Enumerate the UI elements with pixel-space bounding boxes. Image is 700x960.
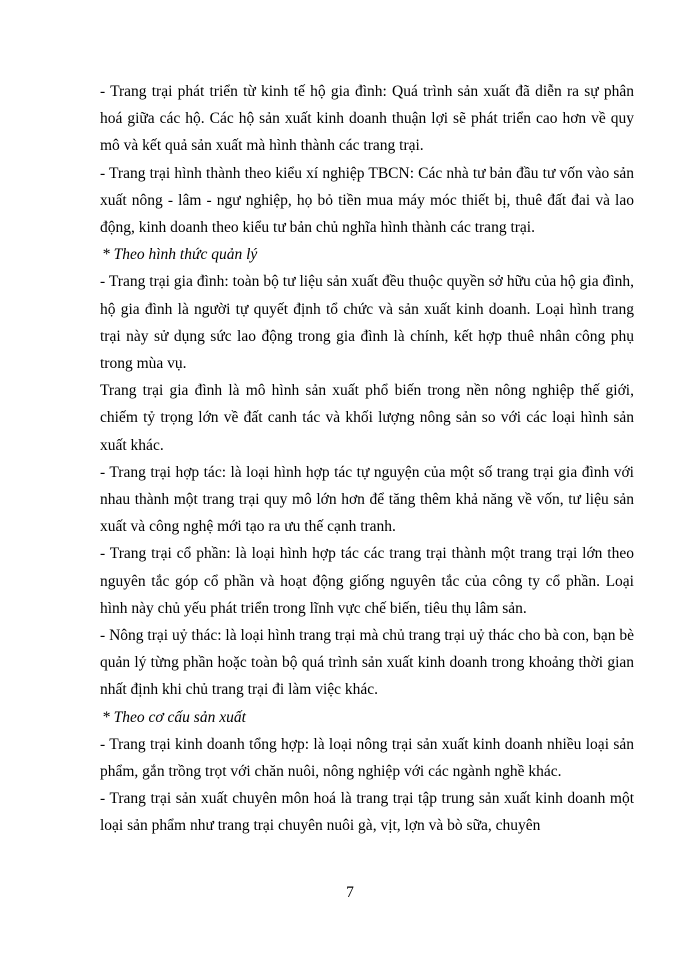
document-body <box>100 78 634 840</box>
paragraph-joint-stock-farm: - Trang trại cổ phần: là loại hình hợp tác các trang trại thành một trang trại lớn theo nguyên tắc góp cổ phần và hoạt động giống nguyên tắc của công ty cổ phần. Loại hình này chủ yếu phát triển trong lĩnh vực chế biến, tiêu thụ lâm sản. <box>100 545 634 617</box>
paragraph-mixed-farm: - Trang trại kinh doanh tổng hợp: là loại nông trại sản xuất kinh doanh nhiều loại sản phẩm, gắn trồng trọt với chăn nuôi, nông nghiệp với các ngành nghề khác. <box>100 735 634 781</box>
paragraph-cooperative-farm: - Trang trại hợp tác: là loại hình hợp tác tự nguyện của một số trang trại gia đình với nhau thành một trang trại quy mô lớn hơn để tăng thêm khả năng về vốn, tư liệu sản xuất và công nghệ mới tạo ra ưu thế cạnh tranh. <box>100 463 634 536</box>
paragraph-family-farm: - Trang trại gia đình: toàn bộ tư liệu sản xuất đều thuộc quyền sở hữu của hộ gia đình, hộ gia đình là người tự quyết định tổ chức và sản xuất kinh doanh. Loại hình trang trại này sử dụng sức lao động trong gia đình là chính, kết hợp thuê nhân công phụ trong mùa vụ. <box>100 273 634 373</box>
paragraph-farm-from-household: - Trang trại phát triển từ kinh tế hộ gia đình: Quá trình sản xuất đã diễn ra sự phân hoá giữa các hộ. Các hộ sản xuất kinh doanh thuận lợi sẽ phát triển cao hơn về quy mô và kết quả sản xuất mà hình thành các trang trại. <box>100 83 634 155</box>
paragraph-trust-farm: - Nông trại uỷ thác: là loại hình trang trại mà chủ trang trại uỷ thác cho bà con, bạn bè quản lý từng phần hoặc toàn bộ quá trình sản xuất kinh doanh trong khoảng thời gian nhất định khi chủ trang trại đi làm việc khác. <box>100 627 634 699</box>
paragraph-family-farm-prevalence: Trang trại gia đình là mô hình sản xuất phổ biến trong nền nông nghiệp thế giới, chiếm tỷ trọng lớn về đất canh tác và khối lượng nông sản so với các loại hình sản xuất khác. <box>100 382 634 454</box>
heading-by-management-form: * Theo hình thức quản lý <box>102 246 258 264</box>
heading-by-production-structure: * Theo cơ cấu sản xuất <box>102 708 246 726</box>
paragraph-specialized-farm: - Trang trại sản xuất chuyên môn hoá là trang trại tập trung sản xuất kinh doanh một loại sản phẩm như trang trại chuyên nuôi gà, vịt, lợn và bò sữa, chuyên <box>100 790 634 835</box>
paragraph-farm-capitalist-enterprise: - Trang trại hình thành theo kiểu xí nghiệp TBCN: Các nhà tư bản đầu tư vốn vào sản xuất nông - lâm - ngư nghiệp, họ bỏ tiền mua máy móc thiết bị, thuê đất đai và lao động, kinh doanh theo kiểu tư bản chủ nghĩa hình thành các trang trại. <box>100 164 634 237</box>
page-number: 7 <box>346 884 354 901</box>
